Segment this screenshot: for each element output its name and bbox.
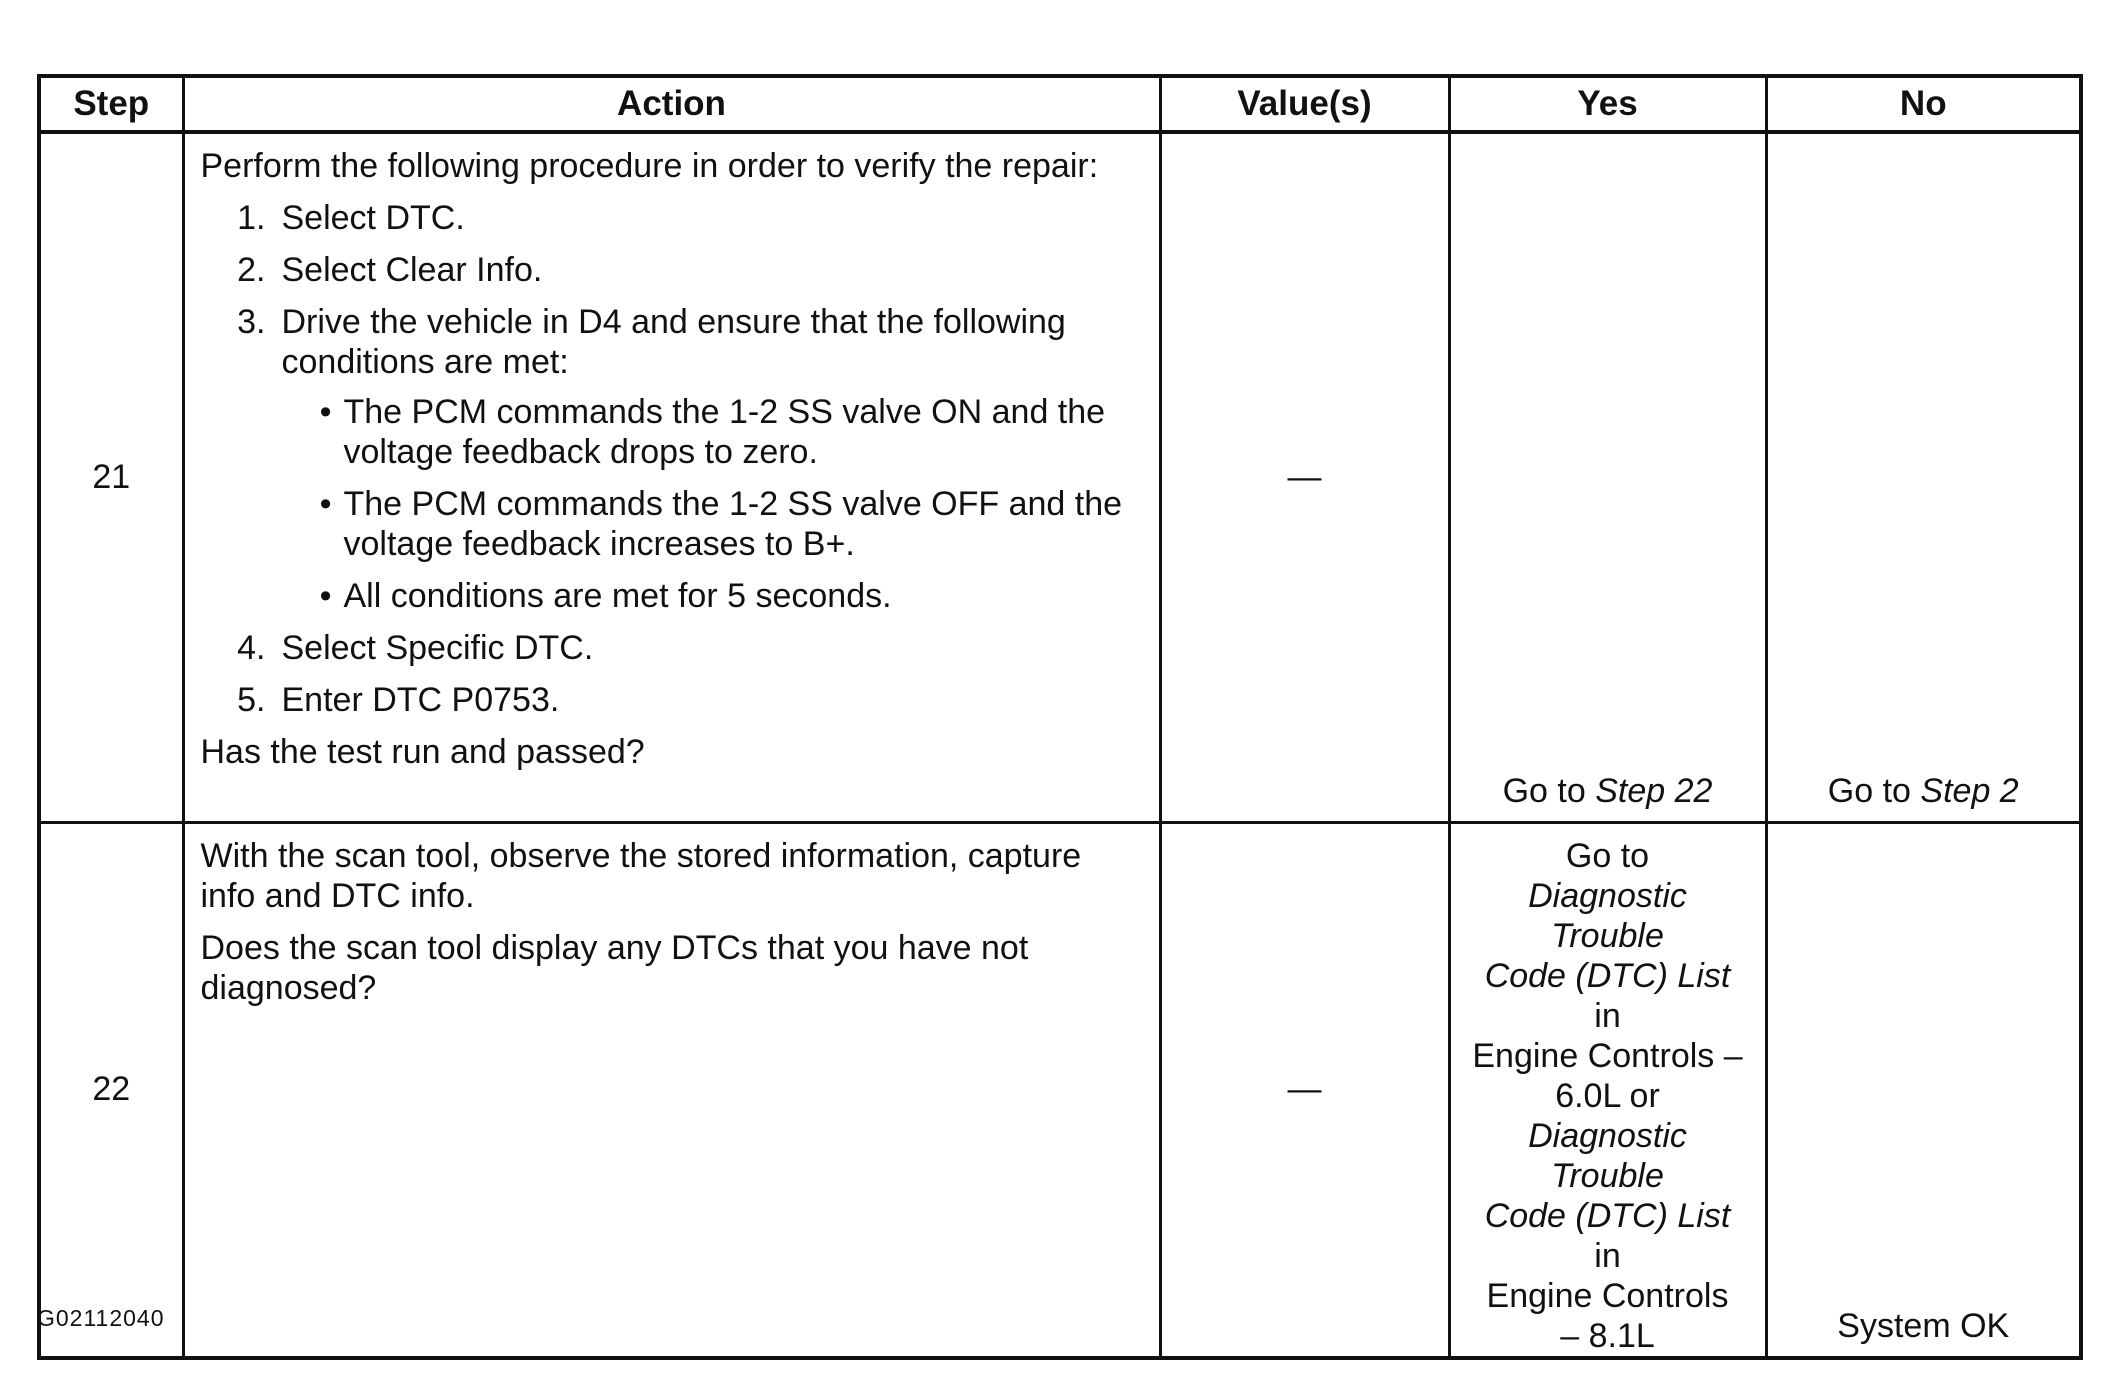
condition-text: All conditions are met for 5 seconds. <box>343 577 892 615</box>
procedure-item <box>201 628 1143 668</box>
yes-line-text: – 8.1L <box>1560 1316 1655 1355</box>
yes-line-text: in <box>1594 1236 1621 1275</box>
procedure-list <box>201 198 1143 720</box>
header-values: Value(s) <box>1160 76 1449 132</box>
header-no: No <box>1766 76 2081 132</box>
yes-line-text: 6.0L or <box>1555 1076 1660 1115</box>
step-row-22 <box>39 822 2081 1358</box>
yes-line <box>1451 1236 1765 1276</box>
yes-action[interactable] <box>1451 771 1765 811</box>
action-cell <box>183 822 1160 1358</box>
procedure-item <box>201 680 1143 720</box>
no-prefix: Go to <box>1827 771 1911 810</box>
figure-id: G02112040 <box>37 1305 165 1331</box>
procedure-number: 3. <box>237 303 266 341</box>
header-row <box>39 76 2081 132</box>
procedure-number: 1. <box>237 199 266 237</box>
yes-line <box>1451 1076 1765 1156</box>
action-intro: Perform the following procedure in order to verify the repair: <box>200 147 1099 185</box>
yes-line-text: in <box>1594 996 1621 1035</box>
procedure-item <box>201 302 1143 616</box>
yes-line <box>1451 1316 1765 1356</box>
value-cell: — <box>1160 132 1449 822</box>
step-number: 22 <box>39 822 183 1358</box>
yes-line-link[interactable]: Diagnostic <box>1528 1116 1687 1155</box>
condition-item <box>282 484 1143 564</box>
yes-step-link[interactable]: Step 22 <box>1595 771 1713 810</box>
yes-cell <box>1449 132 1766 822</box>
condition-text: The PCM commands the 1-2 SS valve OFF and the voltage feedback increases to B+. <box>343 485 1123 563</box>
no-cell <box>1766 822 2081 1358</box>
yes-cell <box>1449 822 1766 1358</box>
no-result: System OK <box>1837 1306 2010 1345</box>
yes-line <box>1451 1036 1765 1076</box>
yes-line-link[interactable]: Code (DTC) List <box>1484 956 1731 995</box>
procedure-text: Enter DTC P0753. <box>281 681 560 719</box>
no-step-link[interactable]: Step 2 <box>1920 771 2019 810</box>
procedure-number: 2. <box>237 251 266 289</box>
header-step: Step <box>39 76 183 132</box>
procedure-number: 5. <box>237 681 266 719</box>
yes-line <box>1451 996 1765 1036</box>
step-row-21 <box>39 132 2081 822</box>
yes-line <box>1451 956 1765 996</box>
step-number: 21 <box>39 132 183 822</box>
yes-line <box>1451 1156 1765 1196</box>
procedure-number: 4. <box>237 629 266 667</box>
procedure-item <box>201 198 1143 238</box>
yes-line <box>1451 916 1765 956</box>
action-text: With the scan tool, observe the stored information, capture info and DTC info. <box>200 836 1082 915</box>
yes-line-link[interactable]: Diagnostic <box>1528 876 1687 915</box>
yes-line <box>1451 836 1765 916</box>
bullet-icon: • <box>319 393 332 431</box>
bullet-icon: • <box>319 485 332 523</box>
no-cell <box>1766 132 2081 822</box>
header-yes: Yes <box>1449 76 1766 132</box>
procedure-text: Drive the vehicle in D4 and ensure that the following conditions are met: <box>281 303 1066 381</box>
yes-line-text: Go to <box>1565 836 1650 875</box>
condition-item <box>282 576 1143 616</box>
procedure-text: Select Specific DTC. <box>281 629 594 667</box>
procedure-text: Select Clear Info. <box>281 251 543 289</box>
action-question: Has the test run and passed? <box>200 733 645 771</box>
value-cell: — <box>1160 822 1449 1358</box>
yes-line <box>1451 1276 1765 1316</box>
condition-item <box>282 392 1143 472</box>
condition-text: The PCM commands the 1-2 SS valve ON and the voltage feedback drops to zero. <box>343 393 1106 471</box>
yes-line-link[interactable]: Trouble <box>1551 1156 1664 1195</box>
diagnostic-table <box>37 74 2083 1360</box>
yes-line-text: Engine Controls <box>1486 1276 1729 1315</box>
action-cell <box>183 132 1160 822</box>
yes-line-link[interactable]: Code (DTC) List <box>1484 1196 1731 1235</box>
action-question: Does the scan tool display any DTCs that you have not diagnosed? <box>200 928 1029 1007</box>
bullet-icon: • <box>319 577 332 615</box>
yes-prefix: Go to <box>1502 771 1586 810</box>
no-action[interactable] <box>1768 771 2080 811</box>
condition-list <box>282 392 1143 616</box>
yes-line <box>1451 1196 1765 1236</box>
procedure-text-block <box>282 302 1143 616</box>
procedure-text: Select DTC. <box>281 199 465 237</box>
header-action: Action <box>183 76 1160 132</box>
yes-line-text: Engine Controls – <box>1472 1036 1743 1075</box>
yes-line-link[interactable]: Trouble <box>1551 916 1664 955</box>
procedure-item <box>201 250 1143 290</box>
